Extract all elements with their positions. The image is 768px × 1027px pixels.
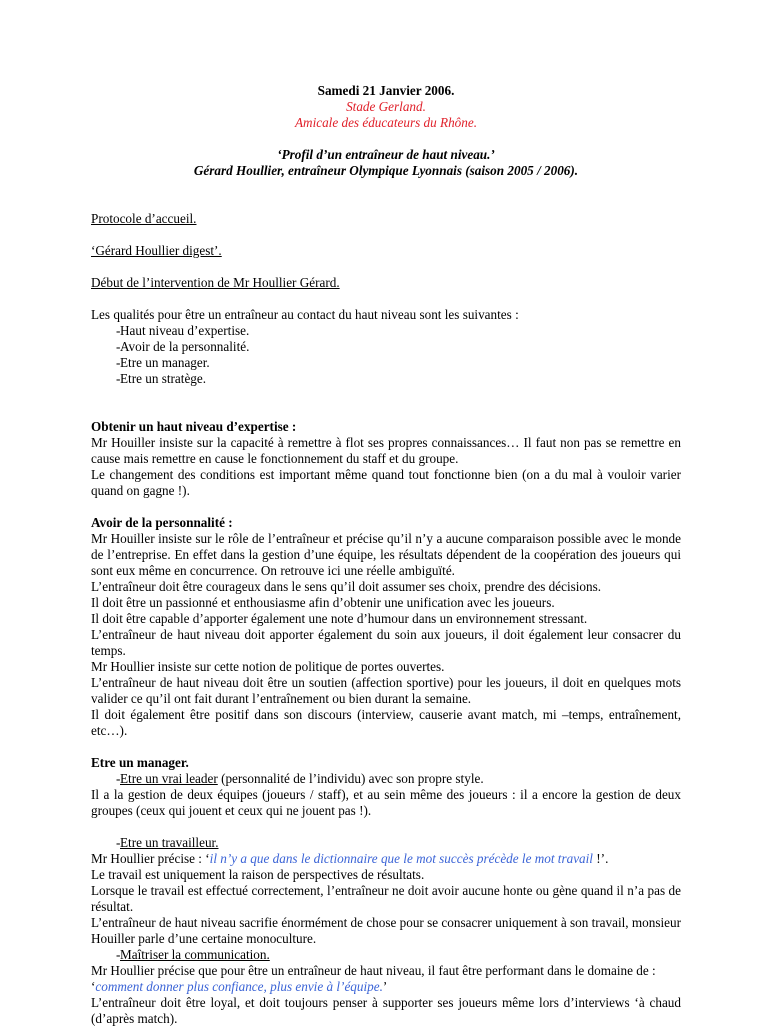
paragraph: Il a la gestion de deux équipes (joueurs / staff), et au sein même des joueurs : il a encore la gestion de deux groupes (ceux qui jouent et ceux qui ne jouent pas !). xyxy=(91,787,681,818)
quote-text: il n’y a que dans le dictionnaire que le mot succès précède le mot travail xyxy=(209,851,593,866)
event-organizer: Amicale des éducateurs du Rhône. xyxy=(294,115,477,130)
list-item: - Etre un travailleur. xyxy=(91,835,681,851)
document-page xyxy=(91,83,681,1027)
paragraph: L’entraîneur de haut niveau doit apporter également du soin aux joueurs, il doit également leur consacrer du temps. xyxy=(91,627,681,658)
paragraph: Il doit également être positif dans son discours (interview, causerie avant match, mi –temps, entraînement, etc…). xyxy=(91,707,681,738)
heading-manager: Etre un manager. xyxy=(91,755,189,770)
speaker-line: Gérard Houllier, entraîneur Olympique Lyonnais (saison 2005 / 2006). xyxy=(193,163,579,178)
communication-label: Maîtriser la communication. xyxy=(120,947,270,962)
qualities-intro: Les qualités pour être un entraîneur au contact du haut niveau sont les suivantes : xyxy=(91,307,519,322)
heading-expertise: Obtenir un haut niveau d’expertise : xyxy=(91,419,297,434)
paragraph: Il doit être capable d’apporter également une note d’humour dans un environnement stressant. xyxy=(91,611,588,626)
paragraph: L’entraîneur doit être courageux dans le sens qu’il doit assumer ses choix, prendre des décisions. xyxy=(91,579,602,594)
list-item: - Haut niveau d’expertise. xyxy=(116,323,250,338)
list-item: - Avoir de la personnalité. xyxy=(116,339,250,354)
list-item: - Etre un vrai leader (personnalité de l’individu) avec son propre style. xyxy=(116,771,484,786)
heading-personnalite: Avoir de la personnalité : xyxy=(91,515,233,530)
list-item: - Etre un stratège. xyxy=(116,371,207,386)
section-digest: ‘Gérard Houllier digest’. xyxy=(91,243,222,258)
section-protocole: Protocole d’accueil. xyxy=(91,211,197,226)
quote-line: Mr Houllier précise : ‘il n’y a que dans le dictionnaire que le mot succès précède le mot travail !’. xyxy=(91,851,609,866)
list-item: - Maîtriser la communication. xyxy=(91,947,681,963)
quote-text: comment donner plus confiance, plus envie à l’équipe. xyxy=(95,979,383,994)
paragraph: Mr Houiller insiste sur le rôle de l’entraîneur et précise qu’il n’y a aucune comparaison possible avec le monde de l’entreprise. En effet dans la gestion d’une équipe, les résultats dépendent de la coopération des joueurs qui sont eux même en concurrence. On retrouve ici une réelle ambiguïté. xyxy=(91,531,681,578)
paragraph: Mr Houiller insiste sur la capacité à remettre à flot ses propres connaissances… Il faut non pas se remettre en cause mais remettre en cause le fonctionnement du staff et du groupe. xyxy=(91,435,681,466)
qualities-list xyxy=(91,323,681,387)
section-debut: Début de l’intervention de Mr Houllier Gérard. xyxy=(91,275,340,290)
event-date: Samedi 21 Janvier 2006. xyxy=(317,83,455,98)
list-item: - Etre un manager. xyxy=(116,355,210,370)
travailleur-label: Etre un travailleur. xyxy=(120,835,219,850)
document-header xyxy=(91,83,681,179)
paragraph: Lorsque le travail est effectué correctement, l’entraîneur ne doit avoir aucune honte ou gène quand il n’a pas de résultat. xyxy=(91,883,681,914)
paragraph: Il doit être un passionné et enthousiasme afin d’obtenir une unification avec les joueurs. xyxy=(91,595,555,610)
leader-label: Etre un vrai leader xyxy=(120,771,218,786)
paragraph: L’entraîneur doit être loyal, et doit toujours penser à supporter ses joueurs même lors d’interviews ‘à chaud (d’après match). xyxy=(91,995,681,1026)
paragraph: Mr Houllier insiste sur cette notion de politique de portes ouvertes. xyxy=(91,659,445,674)
quote-line: ‘comment donner plus confiance, plus envie à l’équipe.’ xyxy=(91,979,388,994)
paragraph: Le travail est uniquement la raison de perspectives de résultats. xyxy=(91,867,425,882)
talk-title: ‘Profil d’un entraîneur de haut niveau.’ xyxy=(277,147,495,162)
event-venue: Stade Gerland. xyxy=(346,99,426,114)
paragraph: Mr Houllier précise que pour être un entraîneur de haut niveau, il faut être performant dans le domaine de : xyxy=(91,963,656,978)
paragraph: L’entraîneur de haut niveau doit être un soutien (affection sportive) pour les joueurs, il doit en quelques mots valider ce qu’il ont fait durant l’entraînement ou bien durant la semaine. xyxy=(91,675,681,706)
paragraph: Le changement des conditions est important même quand tout fonctionne bien (on a du mal à vouloir varier quand on gagne !). xyxy=(91,467,681,498)
paragraph: L’entraîneur de haut niveau sacrifie énormément de chose pour se consacrer uniquement à son travail, monsieur Houiller parle d’une certaine monoculture. xyxy=(91,915,681,946)
